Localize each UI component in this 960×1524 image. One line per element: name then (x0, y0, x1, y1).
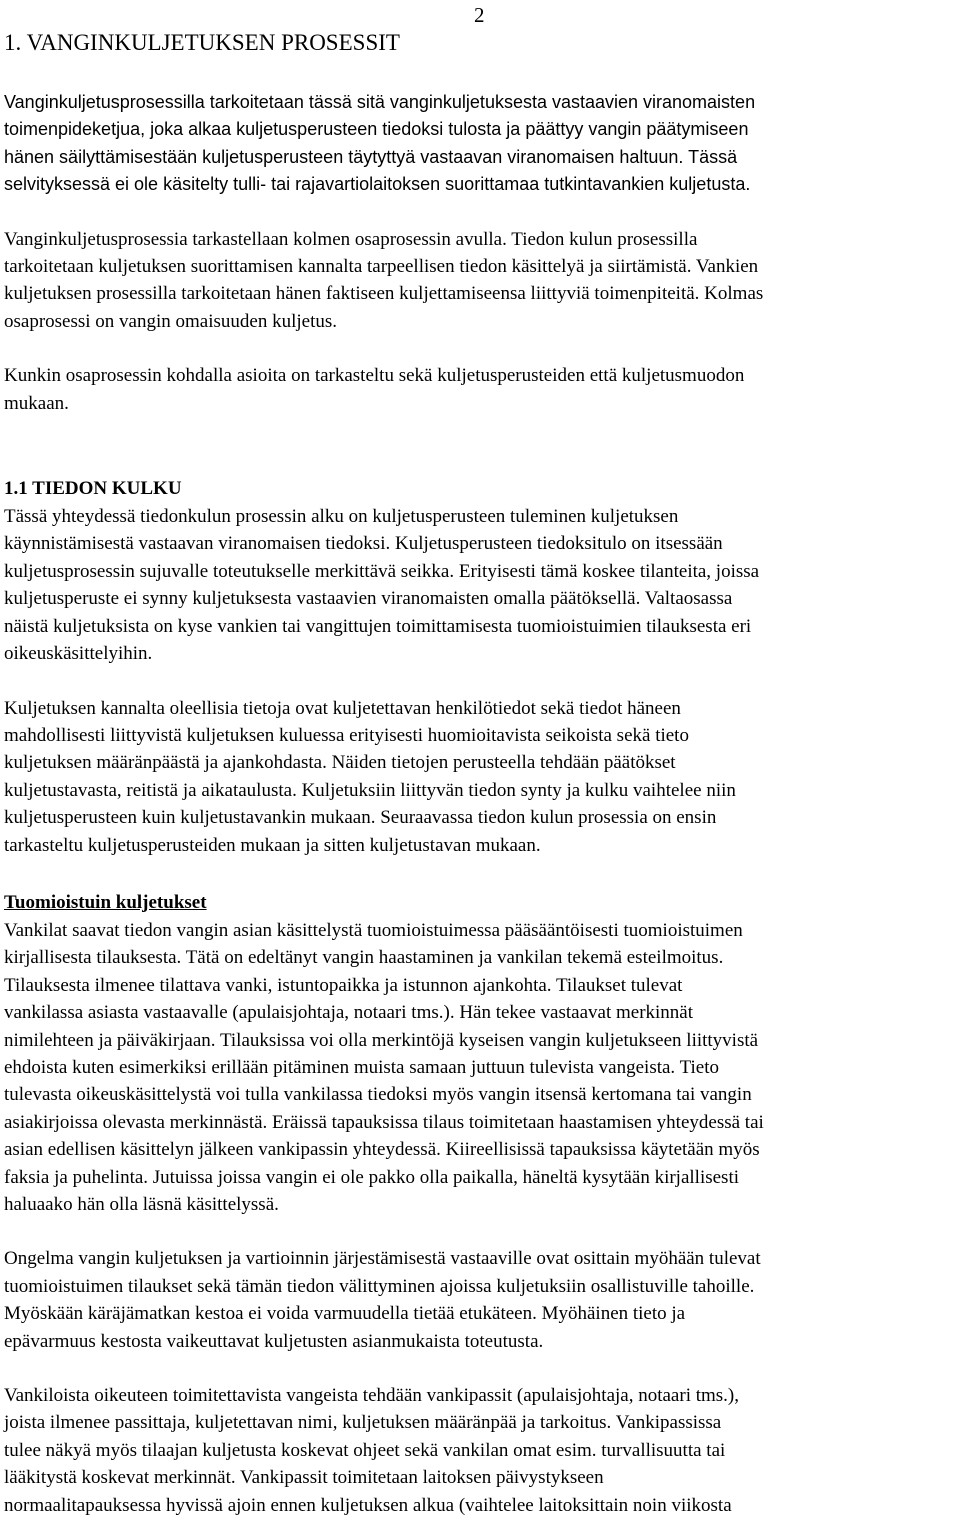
text-line: kuljetuksen prosessilla tarkoitetaan hänen faktiseen kuljettamiseensa liittyviä toimenpiteitä. Kolmas (4, 283, 764, 305)
intro-paragraph-3 (4, 362, 958, 417)
text-line: asian edellisen käsittelyn jälkeen vankipassin yhteydessä. Kiireellisissä tapauksissa käytetään myös (4, 1139, 760, 1161)
text-line: tarkoitetaan kuljetuksen suorittamisen kannalta tarpeellisen tiedon käsittelyä ja siirtämistä. Vankien (4, 256, 759, 278)
text-line: kuljetusperuste ei synny kuljetuksesta vastaavien viranomaisten omalla päätöksellä. Valtaosassa (4, 588, 733, 610)
intro-paragraph-1 (4, 89, 958, 199)
text-line: Vanginkuljetusprosessia tarkastellaan kolmen osaprosessin avulla. Tiedon kulun prosessilla (4, 228, 698, 250)
text-line: tarkasteltu kuljetusperusteiden mukaan ja sitten kuljetustavan mukaan. (4, 834, 541, 856)
text-line: Vankilat saavat tiedon vangin asian käsittelystä tuomioistuimessa pääsääntöisesti tuomioistuimen (4, 919, 743, 941)
text-line: tulevasta oikeuskäsittelystä voi tulla vankilassa tiedoksi myös vangin itsensä kertomana tai vangin (4, 1084, 752, 1106)
text-line: kuljetusperusteen kuin kuljetustavankin mukaan. Seuraavassa tiedon kulun prosessia on ensin (4, 807, 717, 829)
tuomioistuin-paragraph-1 (4, 917, 958, 1218)
text-line: oikeuskäsittelyihin. (4, 643, 153, 665)
text-line: haluaako hän olla läsnä käsittelyssä. (4, 1194, 279, 1215)
section-heading-tuomioistuin: Tuomioistuin kuljetukset (4, 891, 207, 913)
text-line: näistä kuljetuksista on kyse vankien tai vangittujen toimittamisesta tuomioistuimien tilauksesta eri (4, 615, 752, 637)
document-content (4, 24, 958, 1519)
text-line: faksia ja puhelinta. Jutuissa joissa vangin ei ole pakko olla paikalla, häneltä kysytään kirjallisesti (4, 1166, 740, 1188)
text-line: lääkitystä koskevat merkinnät. Vankipassit toimitetaan laitoksen päivystykseen (4, 1467, 604, 1489)
text-line: selvityksessä ei ole käsitelty tulli- tai rajavartiolaitoksen suorittamaa tutkintavankien kuljetusta. (4, 174, 751, 195)
text-line: kuljetuksen määränpäästä ja ajankohdasta. Näiden tietojen perusteella tehdään päätökset (4, 752, 676, 774)
text-line: osaprosessi on vangin omaisuuden kuljetus. (4, 310, 337, 332)
text-line: Myöskään käräjämatkan kestoa ei voida varmuudella tietää etukäteen. Myöhäinen tieto ja (4, 1303, 686, 1325)
tiedon-kulku-paragraph-2 (4, 695, 958, 859)
text-line: joista ilmenee passittaja, kuljetettavan nimi, kuljetuksen määränpää ja tarkoitus. Vankipassissa (4, 1412, 722, 1434)
text-line: Tässä yhteydessä tiedonkulun prosessin alku on kuljetusperusteen tuleminen kuljetuksen (4, 506, 679, 528)
text-line: asiakirjoissa olevasta merkinnästä. Eräissä tapauksissa tilaus toimitetaan haastamisen yhteydessä tai (4, 1111, 764, 1133)
page-number: 2 (474, 3, 485, 27)
text-line: Vanginkuljetusprosessilla tarkoitetaan tässä sitä vanginkuljetuksesta vastaavien viranomaisten (4, 92, 756, 112)
text-line: kirjallisesta tilauksesta. Tätä on edeltänyt vangin haastaminen ja vankilan tekemä esteilmoitus. (4, 947, 724, 969)
text-line: käynnistämisestä vastaavan viranomaisen tiedoksi. Kuljetusperusteen tiedoksitulo on itsessään (4, 533, 723, 555)
chapter-heading: 1. VANGINKULJETUKSEN PROSESSIT (4, 30, 400, 55)
text-line: Vankiloista oikeuteen toimitettavista vangeista tehdään vankipassit (apulaisjohtaja, notaari tms.), (4, 1385, 739, 1407)
text-line: toimenpideketjua, joka alkaa kuljetusperusteen tiedoksi tulosta ja päättyy vangin päätymiseen (4, 119, 749, 140)
tuomioistuin-paragraph-2 (4, 1245, 958, 1355)
text-line: hänen säilyttämisestään kuljetusperusteen täytyttyä vastaavan viranomaisen haltuun. Tässä (4, 146, 738, 167)
text-line: Kunkin osaprosessin kohdalla asioita on tarkasteltu sekä kuljetusperusteiden että kuljetusmuodon (4, 365, 745, 387)
tuomioistuin-paragraph-3 (4, 1382, 958, 1519)
text-line: vankilassa asiasta vastaavalle (apulaisjohtaja, notaari tms.). Hän tekee vastaavat merkinnät (4, 1002, 694, 1024)
intro-paragraph-2 (4, 226, 958, 336)
text-line: Kuljetuksen kannalta oleellisia tietoja ovat kuljetettavan henkilötiedot sekä tiedot häneen (4, 697, 681, 719)
text-line: Ongelma vangin kuljetuksen ja vartioinnin järjestämisestä vastaaville ovat osittain myöhään tulevat (4, 1248, 761, 1270)
section-tiedon-kulku (4, 475, 958, 859)
tiedon-kulku-paragraph-1 (4, 503, 958, 667)
text-line: tuomioistuimen tilaukset sekä tämän tiedon välittyminen ajoissa kuljetuksiin osallistuville tahoille. (4, 1275, 755, 1297)
text-line: nimilehteen ja päiväkirjaan. Tilauksissa voi olla merkintöjä kyseisen vangin kuljetukseen liittyvistä (4, 1029, 759, 1051)
intro-section (4, 89, 958, 417)
text-line: Tilauksesta ilmenee tilattava vanki, istuntopaikka ja istunnon ajankohta. Tilaukset tulevat (4, 974, 683, 996)
section-tuomioistuin-kuljetukset (4, 889, 958, 1519)
text-line: mukaan. (4, 392, 69, 414)
text-line: epävarmuus kestosta vaikeuttavat kuljetusten asianmukaista toteutusta. (4, 1330, 544, 1352)
text-line: tulee näkyä myös tilaajan kuljetusta koskevat ohjeet sekä vankilan omat esim. turvallisuutta tai (4, 1439, 726, 1461)
text-line: ehdoista kuten esimerkiksi erillään pitäminen muista samaan juttuun tulevista vangeista. Tieto (4, 1056, 720, 1078)
text-line: kuljetusprosessin sujuvalle toteutukselle merkittävä seikka. Erityisesti tämä koskee tilanteita, joissa (4, 560, 760, 582)
text-line: kuljetustavasta, reitistä ja aikataulusta. Kuljetuksiin liittyvän tiedon synty ja kulku vaihtelee niin (4, 779, 736, 801)
text-line: normaalitapauksessa hyvissä ajoin ennen kuljetuksen alkua (vaihtelee laitoksittain noin viikosta (4, 1494, 732, 1516)
section-heading-tiedon-kulku: 1.1 TIEDON KULKU (4, 478, 182, 500)
text-line: mahdollisesti liittyvistä kuljetuksen kuluessa erityisesti huomioitavista seikoista sekä tieto (4, 724, 689, 746)
